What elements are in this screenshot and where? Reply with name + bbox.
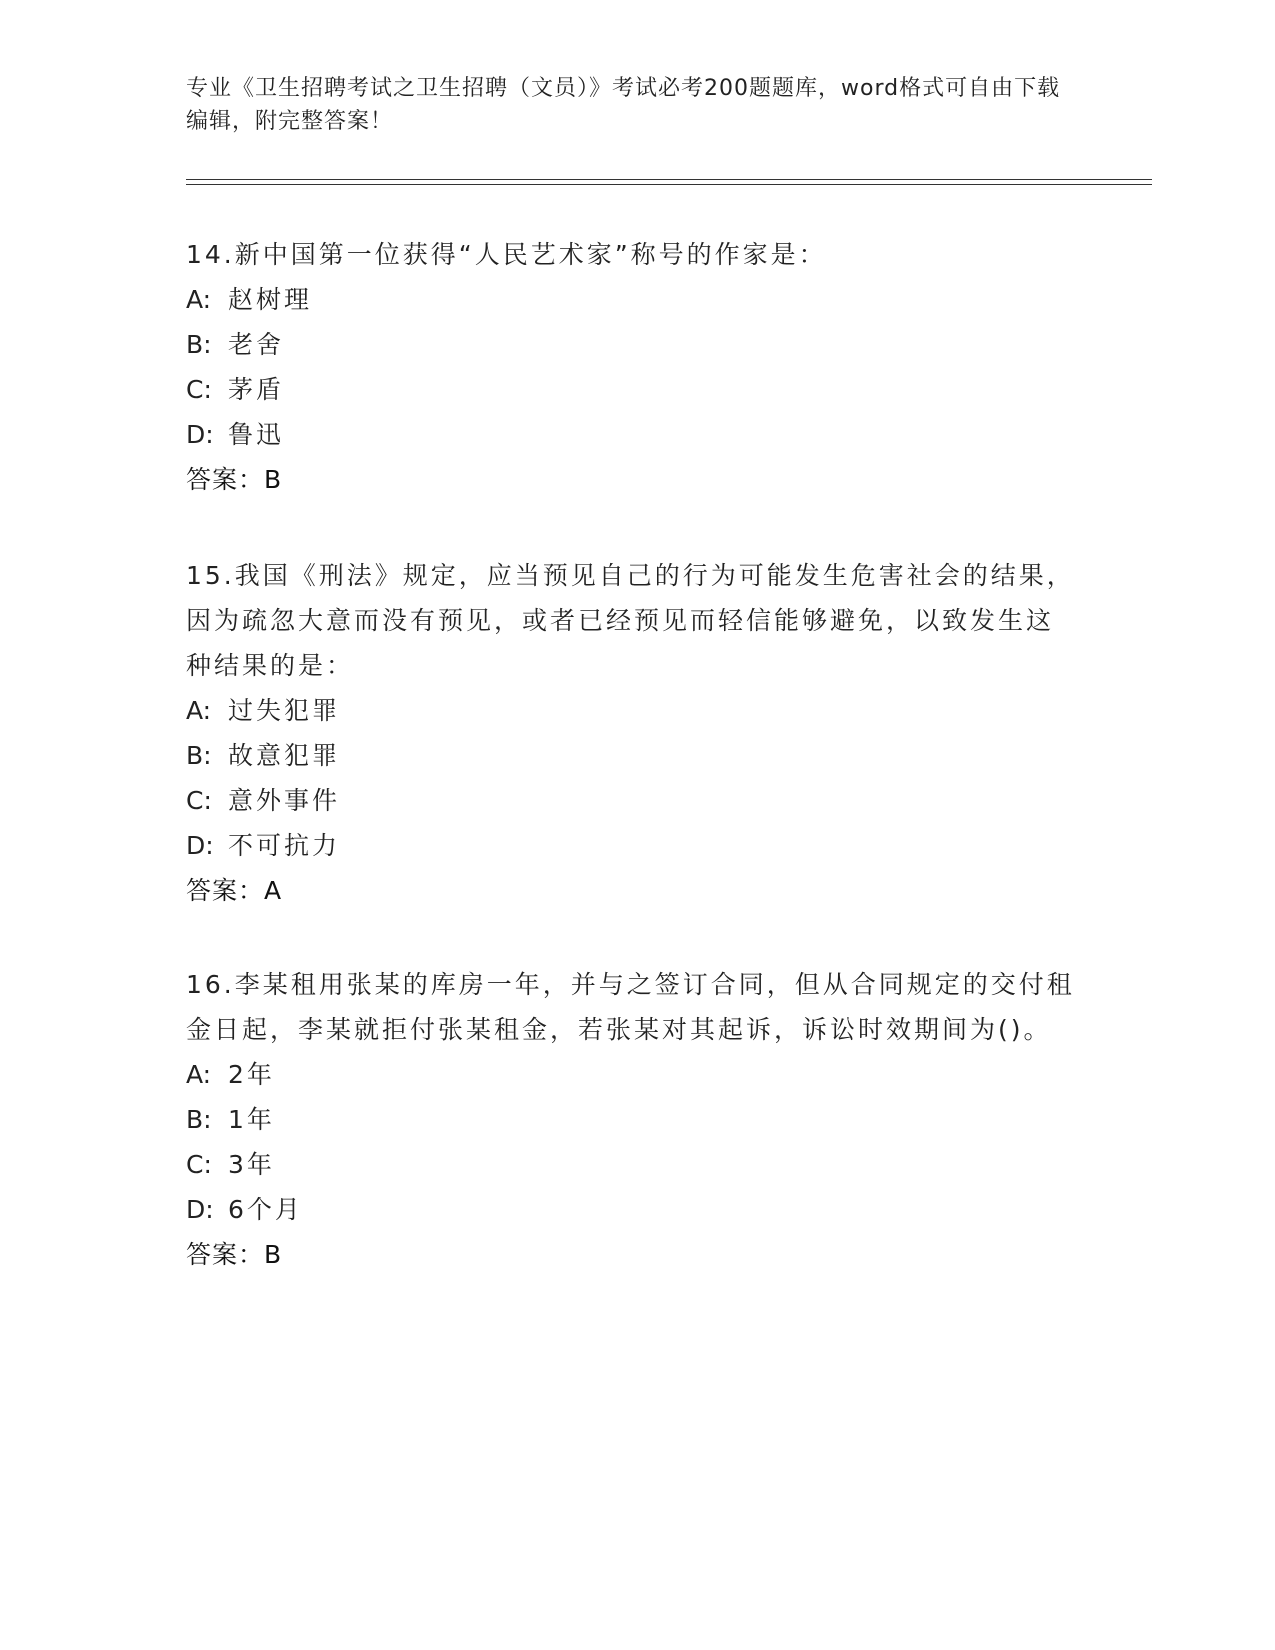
answer-line: 答案：A [186, 876, 283, 905]
option-key: A: [186, 285, 212, 314]
document-intro: 专业《卫生招聘考试之卫生招聘（文员）》考试必考200题题库，word格式可自由下载编辑，附完整答案！ [186, 76, 1061, 134]
option-text: 赵树理 [228, 285, 313, 314]
header-divider-top [186, 179, 1152, 180]
question-text: 15.我国《刑法》规定，应当预见自己的行为可能发生危害社会的结果，因为疏忽大意而没有预见，或者已经预见而轻信能够避免，以致发生这种结果的是： [186, 561, 1075, 680]
option-text: 不可抗力 [228, 831, 341, 860]
option-text: 鲁迅 [228, 420, 285, 449]
option-text: 过失犯罪 [228, 696, 341, 725]
option-text: 茅盾 [228, 375, 285, 404]
option-key: D: [186, 420, 214, 449]
question-14 [186, 232, 1076, 502]
option-d [186, 412, 1076, 457]
option-key: A: [186, 1060, 212, 1089]
answer-line: 答案：B [186, 465, 283, 494]
option-b [186, 733, 1076, 778]
question-15 [186, 553, 1076, 913]
option-text: 3年 [228, 1150, 275, 1179]
option-text: 1年 [228, 1105, 275, 1134]
option-c [186, 367, 1076, 412]
option-text: 意外事件 [228, 786, 341, 815]
option-a [186, 1052, 1076, 1097]
option-key: C: [186, 786, 212, 815]
option-c [186, 1142, 1076, 1187]
option-text: 故意犯罪 [228, 741, 341, 770]
question-text: 14.新中国第一位获得“人民艺术家”称号的作家是： [186, 240, 827, 269]
option-d [186, 823, 1076, 868]
answer-line: 答案：B [186, 1240, 283, 1269]
option-d [186, 1187, 1076, 1232]
option-text: 老舍 [228, 330, 285, 359]
option-b [186, 1097, 1076, 1142]
question-16 [186, 962, 1076, 1277]
option-key: B: [186, 1105, 212, 1134]
option-a [186, 277, 1076, 322]
option-key: C: [186, 375, 212, 404]
header-divider-bottom [186, 184, 1152, 185]
option-key: C: [186, 1150, 212, 1179]
option-text: 2年 [228, 1060, 275, 1089]
option-key: B: [186, 330, 212, 359]
option-text: 6个月 [228, 1195, 303, 1224]
option-key: B: [186, 741, 212, 770]
option-a [186, 688, 1076, 733]
option-key: D: [186, 1195, 214, 1224]
question-text: 16.李某租用张某的库房一年，并与之签订合同，但从合同规定的交付租金日起，李某就拒付张某租金，若张某对其起诉，诉讼时效期间为()。 [186, 970, 1075, 1044]
option-key: D: [186, 831, 214, 860]
option-key: A: [186, 696, 212, 725]
option-b [186, 322, 1076, 367]
option-c [186, 778, 1076, 823]
